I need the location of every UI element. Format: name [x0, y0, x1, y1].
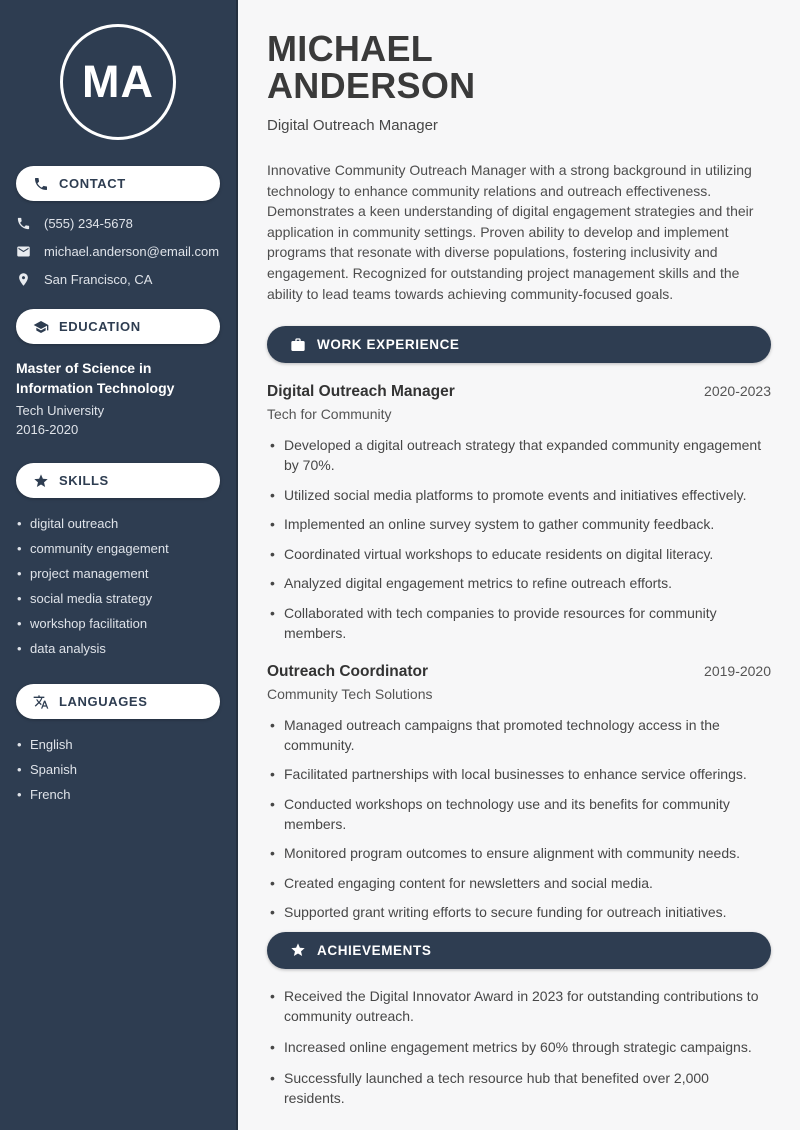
- work-experience-section-header: [267, 326, 771, 363]
- phone-icon: [33, 176, 49, 192]
- job-bullet: • Facilitated partnerships with local businesses to enhance service offerings.: [267, 764, 771, 784]
- education-school: Tech University: [16, 403, 105, 418]
- education-years: 2016-2020: [16, 422, 79, 437]
- contact-location: San Francisco, CA: [44, 272, 153, 287]
- contact-list: [16, 216, 220, 287]
- job-bullet: • Utilized social media platforms to promote events and initiatives effectively.: [267, 485, 771, 505]
- person-last-name: ANDERSON: [267, 65, 476, 106]
- skill-item: • data analysis: [30, 636, 220, 661]
- education-entry: [16, 358, 220, 439]
- job-bullet: • Collaborated with tech companies to provide resources for community members.: [267, 603, 771, 643]
- achievement-bullet: • Successfully launched a tech resource hub that benefited over 2,000 residents.: [267, 1068, 771, 1108]
- star-icon: [33, 473, 49, 489]
- job-entry: [267, 663, 771, 923]
- contact-location-row: [16, 272, 220, 287]
- email-icon: [16, 244, 31, 259]
- skill-item: • project management: [30, 561, 220, 586]
- graduation-cap-icon: [33, 319, 49, 335]
- job-bullet: • Monitored program outcomes to ensure alignment with community needs.: [267, 843, 771, 863]
- job-entry-company: Tech for Community: [267, 406, 392, 423]
- languages-section-header: [16, 684, 220, 719]
- contact-section-label: CONTACT: [59, 176, 126, 191]
- skill-item: • digital outreach: [30, 511, 220, 536]
- contact-email: michael.anderson@email.com: [44, 244, 220, 259]
- language-item: • French: [30, 782, 220, 807]
- achievements-list: [267, 986, 771, 1108]
- skill-item: • social media strategy: [30, 586, 220, 611]
- job-bullet: • Conducted workshops on technology use and its benefits for community members.: [267, 794, 771, 834]
- job-bullet-list: [267, 715, 771, 923]
- contact-phone-row: [16, 216, 220, 231]
- job-bullet: • Created engaging content for newsletters and social media.: [267, 873, 771, 893]
- job-entry-period: 2020-2023: [704, 383, 771, 400]
- person-first-name: MICHAEL: [267, 28, 434, 69]
- skills-section-header: [16, 463, 220, 498]
- achievements-label: ACHIEVEMENTS: [317, 942, 432, 958]
- job-bullet: • Supported grant writing efforts to secure funding for outreach initiatives.: [267, 902, 771, 922]
- skills-list: [30, 511, 220, 661]
- job-entry-period: 2019-2020: [704, 662, 771, 679]
- job-entry-title: Outreach Coordinator: [267, 662, 429, 680]
- education-degree: Master of Science in Information Technology: [16, 360, 175, 396]
- job-bullet: • Implemented an online survey system to gather community feedback.: [267, 514, 771, 534]
- job-header: [267, 383, 771, 401]
- education-section-label: EDUCATION: [59, 319, 141, 334]
- work-experience-label: WORK EXPERIENCE: [317, 337, 460, 353]
- skill-item: • community engagement: [30, 536, 220, 561]
- job-entry-title: Digital Outreach Manager: [267, 383, 455, 401]
- achievement-bullet: • Increased online engagement metrics by 60% through strategic campaigns.: [267, 1037, 771, 1057]
- briefcase-icon: [290, 337, 306, 353]
- job-entry: [267, 383, 771, 643]
- skills-section-label: SKILLS: [59, 473, 109, 488]
- job-bullet: • Developed a digital outreach strategy that expanded community engagement by 70%.: [267, 435, 771, 475]
- contact-section-header: [16, 166, 220, 201]
- job-bullet: • Analyzed digital engagement metrics to refine outreach efforts.: [267, 573, 771, 593]
- achievement-bullet: • Received the Digital Innovator Award in 2023 for outstanding contributions to community outreach.: [267, 986, 771, 1026]
- job-bullet: • Managed outreach campaigns that promoted technology access in the community.: [267, 715, 771, 755]
- job-bullet: • Coordinated virtual workshops to educate residents on digital literacy.: [267, 544, 771, 564]
- contact-phone: (555) 234-5678: [44, 216, 133, 231]
- education-section-header: [16, 309, 220, 344]
- job-entry-company: Community Tech Solutions: [267, 685, 433, 702]
- profile-summary: Innovative Community Outreach Manager with a strong background in utilizing technology to enhance community relations and outreach effectiveness. Demonstrates a keen understanding of digital engagement strategies and their application in community settings. Proven ability to develop and implement programs that resonate with diverse populations, fostering inclusivity and engagement. Recognized for outstanding project management skills and the ability to lead teams towards achieving community-focused goals.: [267, 162, 754, 302]
- language-item: • Spanish: [30, 757, 220, 782]
- avatar-wrap: [0, 24, 236, 140]
- person-job-title: Digital Outreach Manager: [267, 117, 438, 134]
- person-name: [267, 30, 771, 104]
- avatar-initials: MA: [82, 56, 154, 107]
- avatar: [60, 24, 176, 140]
- job-bullet-list: [267, 435, 771, 643]
- languages-section-label: LANGUAGES: [59, 694, 148, 709]
- star-icon: [290, 942, 306, 958]
- contact-email-row: [16, 244, 220, 259]
- sidebar: [0, 0, 238, 1130]
- translate-icon: [33, 694, 49, 710]
- skill-item: • workshop facilitation: [30, 611, 220, 636]
- language-item: • English: [30, 732, 220, 757]
- location-icon: [16, 272, 31, 287]
- languages-list: [30, 732, 220, 807]
- main-content: [238, 0, 800, 1130]
- job-header: [267, 663, 771, 681]
- phone-icon: [16, 216, 31, 231]
- achievements-section-header: [267, 932, 771, 969]
